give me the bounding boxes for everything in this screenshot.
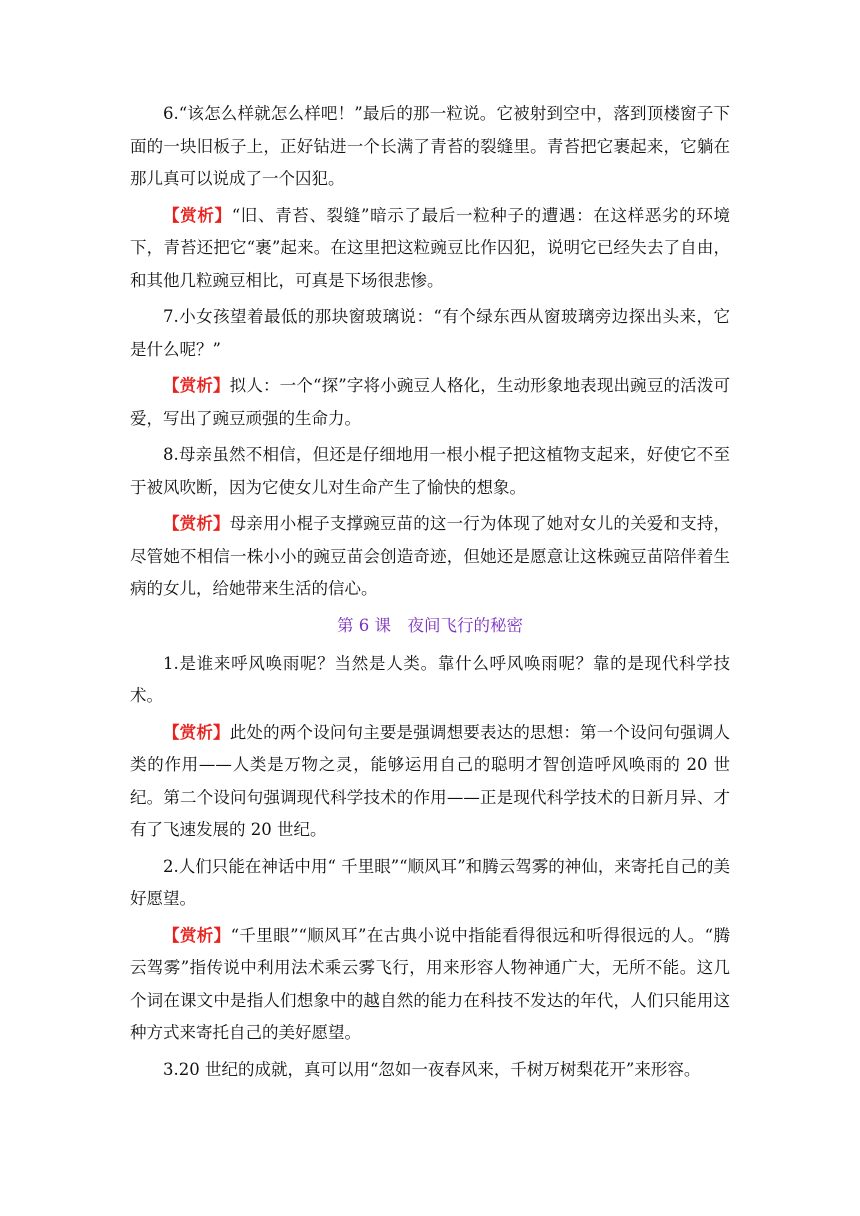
analysis-tag: 【赏析】 — [163, 205, 232, 225]
paragraph-8: 8.母亲虽然不相信，但还是仔细地用一根小棍子把这植物支起来，好使它不至于被风吹断，因为它使女儿对生命产生了愉快的想象。 — [130, 445, 730, 497]
lesson-analysis-1 — [130, 717, 730, 847]
analysis-tag: 【赏析】 — [163, 722, 230, 742]
lesson-analysis-2 — [130, 920, 730, 1050]
lesson-title: 第 6 课 夜间飞行的秘密 — [337, 615, 523, 635]
analysis-text: 拟人：一个“探”字将小豌豆人格化，生动形象地表现出豌豆的活泼可爱，写出了豌豆顽强的生命力。 — [130, 376, 731, 428]
analysis-tag: 【赏析】 — [163, 376, 230, 395]
analysis-text: 母亲用小棍子支撑豌豆苗的这一行为体现了她对女儿的关爱和支持，尽管她不相信一株小小的豌豆苗会创造奇迹，但她还是愿意让这株豌豆苗陪伴着生病的女儿，给她带来生活的信心。 — [130, 514, 731, 598]
lesson-paragraph-2: 2.人们只能在神话中用“ 千里眼”“顺风耳”和腾云驾雾的神仙，来寄托自己的美好愿望。 — [130, 856, 730, 908]
document-page — [130, 98, 730, 1090]
paragraph-7: 7.小女孩望着最低的那块窗玻璃说：“有个绿东西从窗玻璃旁边探出头来，它是什么呢？” — [130, 307, 730, 359]
analysis-text: 此处的两个设问句主要是强调想要表达的思想：第一个设问句强调人类的作用——人类是万物之灵，能够运用自己的聪明才智创造呼风唤雨的 20 世纪。第二个设问句强调现代科学技术的作用——正是现代科学技术的日新月异、才有了飞速发展的 20 世纪。 — [130, 722, 731, 839]
analysis-text: “千里眼”“顺风耳”在古典小说中指能看得很远和听得很远的人。“腾云驾雾”指传说中利用法术乘云雾飞行，用来形容人物神通广大，无所不能。这几个词在课文中是指人们想象中的越自然的能力在科技不发达的年代，人们只能用这种方式来寄托自己的美好愿望。 — [130, 925, 731, 1042]
analysis-6 — [130, 200, 730, 298]
paragraph-6: 6.“该怎么样就怎么样吧！”最后的那一粒说。它被射到空中，落到顶楼窗子下面的一块旧板子上，正好钻进一个长满了青苔的裂缝里。青苔把它裹起来，它躺在那儿真可以说成了一个囚犯。 — [130, 104, 730, 188]
lesson-paragraph-3: 3.20 世纪的成就，真可以用“忽如一夜春风来，千树万树梨花开”来形容。 — [163, 1059, 701, 1079]
analysis-7 — [130, 370, 730, 435]
analysis-tag: 【赏析】 — [163, 514, 230, 533]
analysis-8 — [130, 508, 730, 606]
lesson-paragraph-1: 1.是谁来呼风唤雨呢？当然是人类。靠什么呼风唤雨呢？靠的是现代科学技术。 — [130, 653, 730, 705]
analysis-tag: 【赏析】 — [163, 925, 231, 945]
analysis-text: “旧、青苔、裂缝”暗示了最后一粒种子的遭遇：在这样恶劣的环境下，青苔还把它“裹”起来。在这里把这粒豌豆比作囚犯，说明它已经失去了自由，和其他几粒豌豆相比，可真是下场很悲惨。 — [130, 205, 731, 290]
